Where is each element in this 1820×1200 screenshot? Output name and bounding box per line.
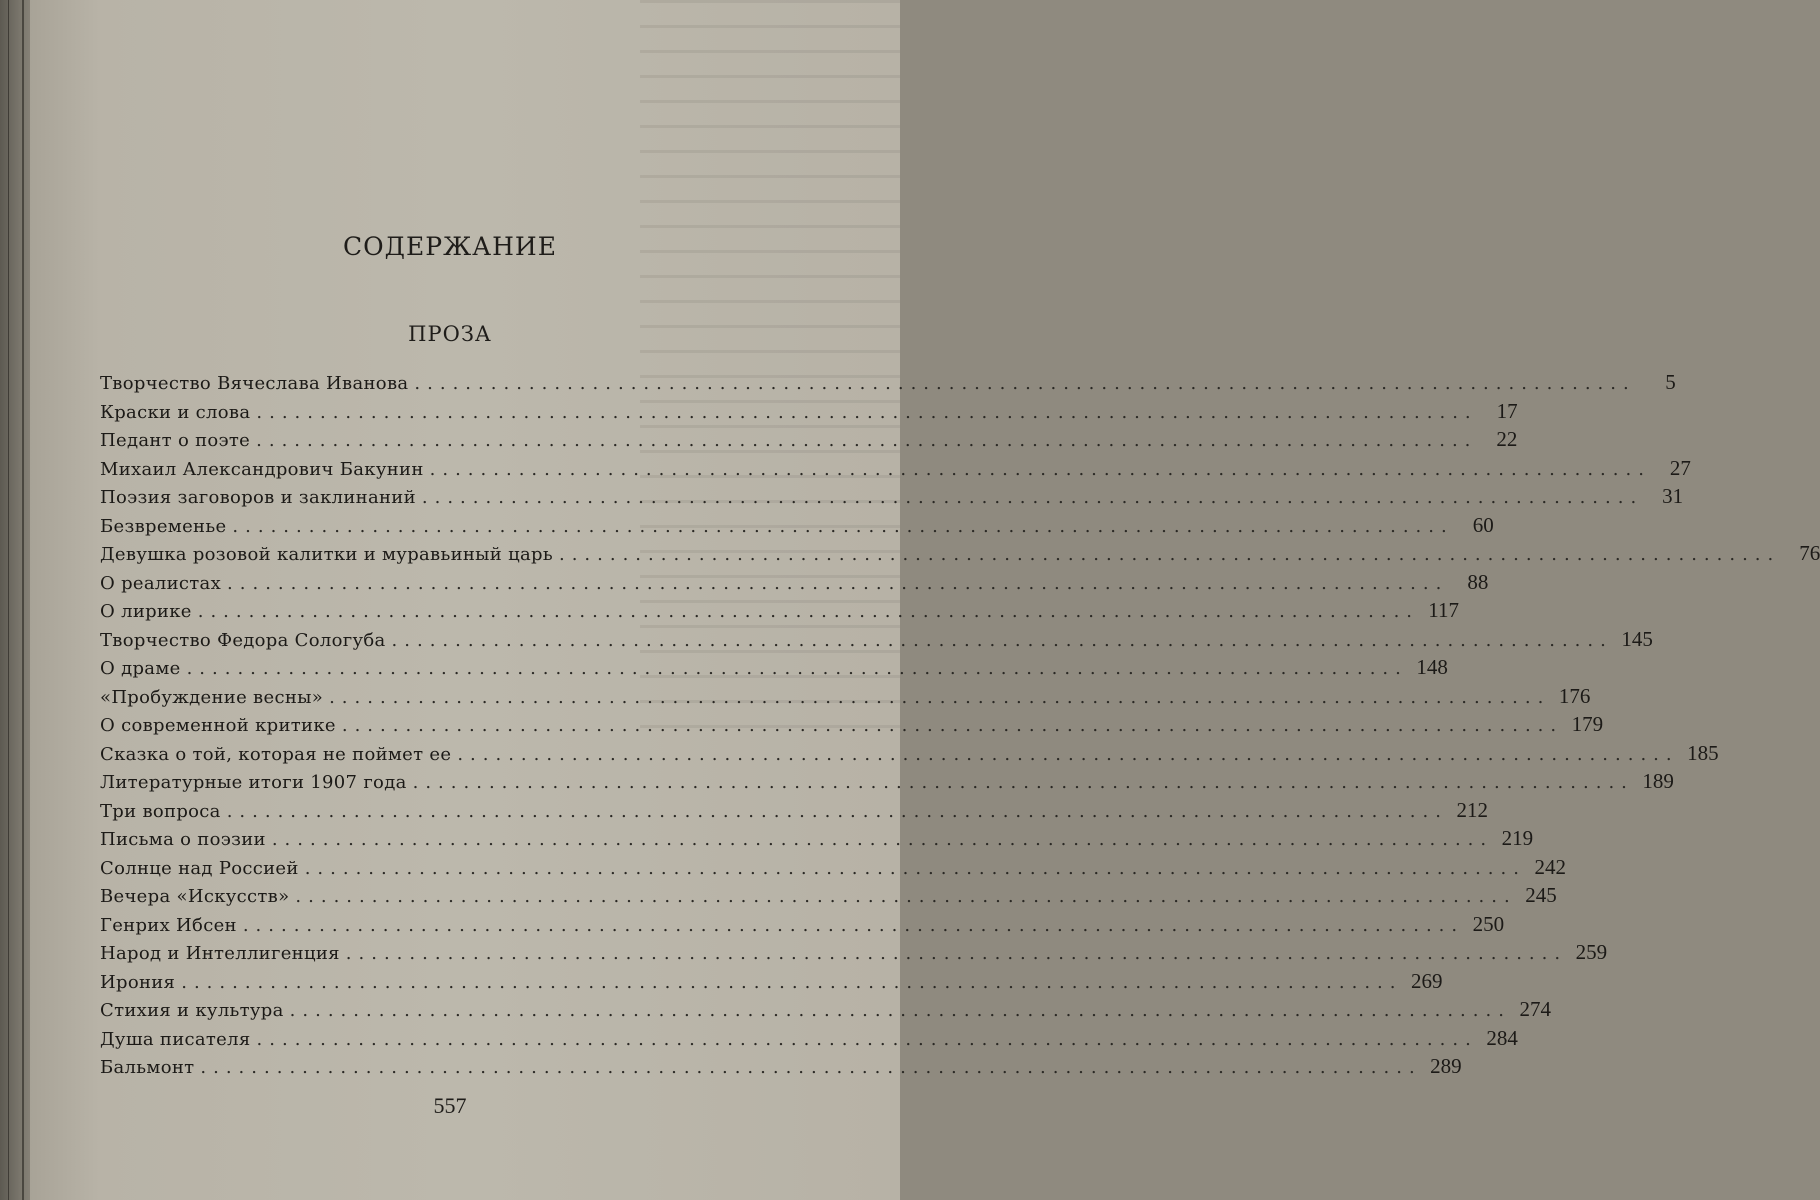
toc-entry[interactable]	[100, 826, 1534, 855]
toc-entry[interactable]	[100, 740, 1719, 770]
entry-page: 284	[1486, 1025, 1518, 1050]
leader-dots: ................................................................................................	[391, 629, 1613, 651]
toc-entry[interactable]	[100, 427, 1518, 456]
toc-entry[interactable]	[100, 598, 1460, 627]
leader-dots: ................................................................................................	[304, 857, 1526, 879]
leader-dots: ................................................................................................	[256, 430, 1478, 451]
toc-entry[interactable]	[100, 883, 1557, 912]
toc-entry[interactable]	[100, 940, 1608, 969]
entry-title: О современной критике	[100, 715, 336, 736]
entry-title: Михаил Александрович Бакунин	[100, 458, 424, 480]
leader-dots: ................................................................................................	[271, 829, 1494, 850]
leader-dots: ................................................................................................	[558, 544, 1781, 565]
entry-page: 289	[1430, 1054, 1462, 1078]
section-heading-prose: ПРОЗА	[408, 322, 492, 346]
entry-title: Народ и Интеллигенция	[100, 943, 340, 964]
entry-page: 245	[1525, 883, 1557, 907]
toc-entry[interactable]	[100, 370, 1676, 399]
table-of-contents	[100, 370, 1820, 1083]
leader-dots: ................................................................................................	[227, 572, 1449, 594]
leader-dots: ................................................................................................	[412, 772, 1634, 793]
toc-entry[interactable]	[100, 455, 1691, 485]
toc-entry[interactable]	[100, 1025, 1518, 1055]
entry-title: Письма о поэзии	[100, 829, 266, 850]
entry-page: 274	[1519, 997, 1551, 1021]
entry-title: Литературные итоги 1907 года	[100, 772, 407, 793]
toc-entry[interactable]	[100, 712, 1604, 741]
spine-shadow-line	[8, 0, 9, 1200]
entry-page: 269	[1411, 968, 1443, 993]
toc-entry[interactable]	[100, 911, 1505, 941]
leader-dots: ................................................................................................	[181, 971, 1403, 993]
leader-dots: ................................................................................................	[232, 515, 1454, 537]
toc-entry[interactable]	[100, 626, 1653, 656]
entry-page: 27	[1669, 455, 1691, 480]
entry-title: Бальмонт	[100, 1057, 195, 1078]
entry-page: 17	[1496, 398, 1518, 423]
entry-title: Три вопроса	[100, 800, 221, 822]
entry-title: О реалистах	[100, 572, 222, 594]
entry-title: Творчество Федора Сологуба	[100, 629, 386, 651]
entry-title: Солнце над Россией	[100, 857, 299, 879]
toc-entry[interactable]	[100, 1054, 1462, 1083]
leader-dots: ................................................................................................	[256, 1028, 1478, 1050]
entry-page: 145	[1621, 626, 1653, 651]
toc-entry[interactable]	[100, 769, 1674, 798]
toc-entry[interactable]	[100, 569, 1489, 599]
entry-page: 179	[1571, 712, 1604, 736]
entry-page: 185	[1687, 740, 1719, 765]
entry-page: 250	[1472, 911, 1505, 936]
leader-dots: ................................................................................................	[256, 401, 1478, 423]
leader-dots: ................................................................................................	[200, 1057, 1422, 1078]
entry-page: 242	[1534, 854, 1566, 879]
toc-entry[interactable]	[100, 683, 1591, 713]
entry-page: 219	[1501, 826, 1534, 850]
page-number: 557	[433, 1093, 467, 1118]
entry-page: 189	[1642, 769, 1674, 793]
entry-page: 259	[1575, 940, 1608, 964]
entry-title: Творчество Вячеслава Иванова	[100, 373, 409, 394]
entry-page: 76	[1799, 541, 1820, 565]
toc-entry[interactable]	[100, 997, 1551, 1026]
leader-dots: ................................................................................................	[341, 715, 1564, 736]
toc-entry[interactable]	[100, 398, 1518, 428]
entry-page: 88	[1467, 569, 1489, 594]
leader-dots: ................................................................................................	[226, 800, 1448, 822]
entry-title: Генрих Ибсен	[100, 914, 237, 936]
entry-title: Поэзия заговоров и заклинаний	[100, 487, 416, 508]
contents-heading: СОДЕРЖАНИЕ	[343, 232, 557, 261]
toc-entry[interactable]	[100, 541, 1820, 570]
entry-title: Ирония	[100, 971, 176, 993]
leader-dots: ................................................................................................	[329, 686, 1551, 708]
leader-dots: ................................................................................................	[186, 658, 1408, 679]
entry-title: Стихия и культура	[100, 1000, 284, 1021]
leader-dots: ................................................................................................	[242, 914, 1465, 936]
entry-title: «Пробуждение весны»	[100, 686, 324, 708]
entry-page: 5	[1665, 370, 1676, 394]
entry-title: Безвременье	[100, 515, 227, 537]
leader-dots: ................................................................................................	[345, 943, 1568, 964]
leader-dots: ................................................................................................	[421, 487, 1644, 508]
entry-title: Педант о поэте	[100, 430, 251, 451]
entry-page: 176	[1558, 683, 1591, 708]
entry-title: О лирике	[100, 601, 192, 622]
entry-page: 212	[1456, 797, 1488, 822]
entry-title: Вечера «Искусств»	[100, 886, 290, 907]
toc-entry[interactable]	[100, 484, 1684, 513]
leader-dots: ................................................................................................	[457, 743, 1679, 765]
spine-fold-line	[22, 0, 24, 1200]
toc-entry[interactable]	[100, 512, 1494, 542]
entry-title: Краски и слова	[100, 401, 251, 423]
entry-title: Сказка о той, которая не поймет ее	[100, 743, 452, 765]
entry-page: 148	[1416, 655, 1448, 679]
leader-dots: ................................................................................................	[295, 886, 1517, 907]
toc-entry[interactable]	[100, 655, 1448, 684]
entry-page: 60	[1472, 512, 1494, 537]
toc-entry[interactable]	[100, 968, 1443, 998]
toc-entry[interactable]	[100, 797, 1488, 827]
entry-page: 117	[1428, 598, 1460, 622]
leader-dots: ................................................................................................	[429, 458, 1651, 480]
leader-dots: ................................................................................................	[414, 373, 1636, 394]
entry-title: О драме	[100, 658, 181, 679]
leader-dots: ................................................................................................	[197, 601, 1420, 622]
entry-page: 22	[1496, 427, 1518, 451]
entry-title: Девушка розовой калитки и муравьиный царь	[100, 544, 553, 565]
entry-page: 31	[1662, 484, 1684, 508]
toc-entry[interactable]	[100, 854, 1566, 884]
leader-dots: ................................................................................................	[289, 1000, 1511, 1021]
entry-title: Душа писателя	[100, 1028, 251, 1050]
